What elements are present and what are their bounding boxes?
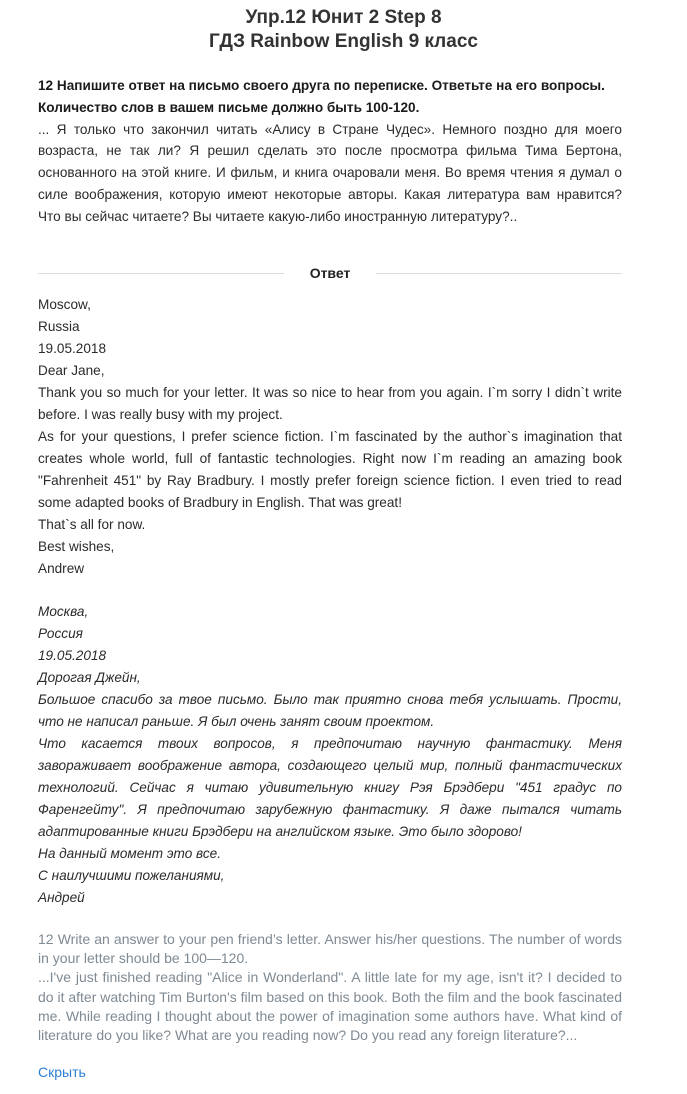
answer-line: Best wishes,: [38, 539, 115, 554]
hide-link[interactable]: Скрыть: [38, 1064, 86, 1080]
answer-line: Россия: [38, 626, 83, 641]
answer-divider: [38, 262, 622, 284]
title-line-1: Упр.12 Юнит 2 Step 8: [245, 7, 442, 28]
task-heading: 12 Напишите ответ на письмо своего друга по переписке. Ответьте на его вопросы. Количество слов в вашем письме должно быть 100-120.: [38, 78, 605, 115]
answer-line: Andrew: [38, 561, 85, 576]
answer-line: 19.05.2018: [38, 648, 107, 663]
answer-line: С наилучшими пожеланиями,: [38, 868, 225, 883]
answer-english: [38, 294, 622, 580]
answer-line: Москва,: [38, 604, 89, 619]
original-text: ...I've just finished reading "Alice in Wonderland". A little late for my age, isn't it? I decided to do it after watching Tim Burton's film based on this book. Both the film and the book fascinated me. While reading I thought about the power of imagination some authors have. What kind of literature do you like? What are you reading now? Do you read any foreign literature?...: [38, 969, 622, 1044]
divider-line-right: [376, 273, 622, 274]
answer-line: 19.05.2018: [38, 341, 107, 356]
answer-paragraph: As for your questions, I prefer science fiction. I`m fascinated by the author`s imagination that creates whole world, full of fantastic technologies. Right now I`m reading an amazing book "Fahrenheit 451" by Ray Bradbury. I mostly prefer foreign science fiction. I even tried to read some adapted books of Bradbury in English. That was great!: [38, 429, 622, 510]
original-task: 12 Write an answer to your pen friend’s letter. Answer his/her questions. The number of words in your letter should be 100—120.: [38, 931, 622, 967]
task-block: [38, 75, 622, 228]
answer-paragraph: Что касается твоих вопросов, я предпочитаю научную фантастику. Меня завораживает воображение автора, создающего целый мир, полный фантастических технологий. Сейчас я читаю удивительную книгу Рэя Брэдбери "451 градус по Фаренгейту". Я предпочитаю зарубежную фантастику. Я даже пытался читать адаптированные книги Брэдбери на английском языке. Это было здорово!: [38, 736, 622, 839]
answer-line: Дорогая Джейн,: [38, 670, 141, 685]
answer-line: Dear Jane,: [38, 363, 105, 378]
answer-russian: [38, 601, 622, 909]
answer-paragraph: Большое спасибо за твое письмо. Было так приятно снова тебя услышать. Прости, что не написал раньше. Я был очень занят своим проектом.: [38, 692, 622, 729]
page-title: [0, 6, 687, 54]
answer-paragraph: Thank you so much for your letter. It was so nice to hear from you again. I`m sorry I didn`t write before. I was really busy with my project.: [38, 385, 622, 422]
divider-line-left: [38, 273, 284, 274]
answer-line: That`s all for now.: [38, 517, 146, 532]
answer-line: Андрей: [38, 890, 85, 905]
answer-line: Moscow,: [38, 297, 91, 312]
title-line-2: ГДЗ Rainbow English 9 класс: [209, 31, 478, 52]
answer-line: Russia: [38, 319, 80, 334]
answer-line: На данный момент это все.: [38, 846, 221, 861]
answer-label: Ответ: [309, 265, 351, 281]
task-text: ... Я только что закончил читать «Алису в Стране Чудес». Немного поздно для моего возраста, не так ли? Я решил сделать это после просмотра фильма Тима Бертона, основанного на этой книге. И фильм, и книга очаровали меня. Во время чтения я думал о силе воображения, которую имеют некоторые авторы. Какая литература вам нравится? Что вы сейчас читаете? Вы читаете какую-либо иностранную литературу?..: [38, 121, 622, 224]
english-original: [38, 930, 622, 1045]
